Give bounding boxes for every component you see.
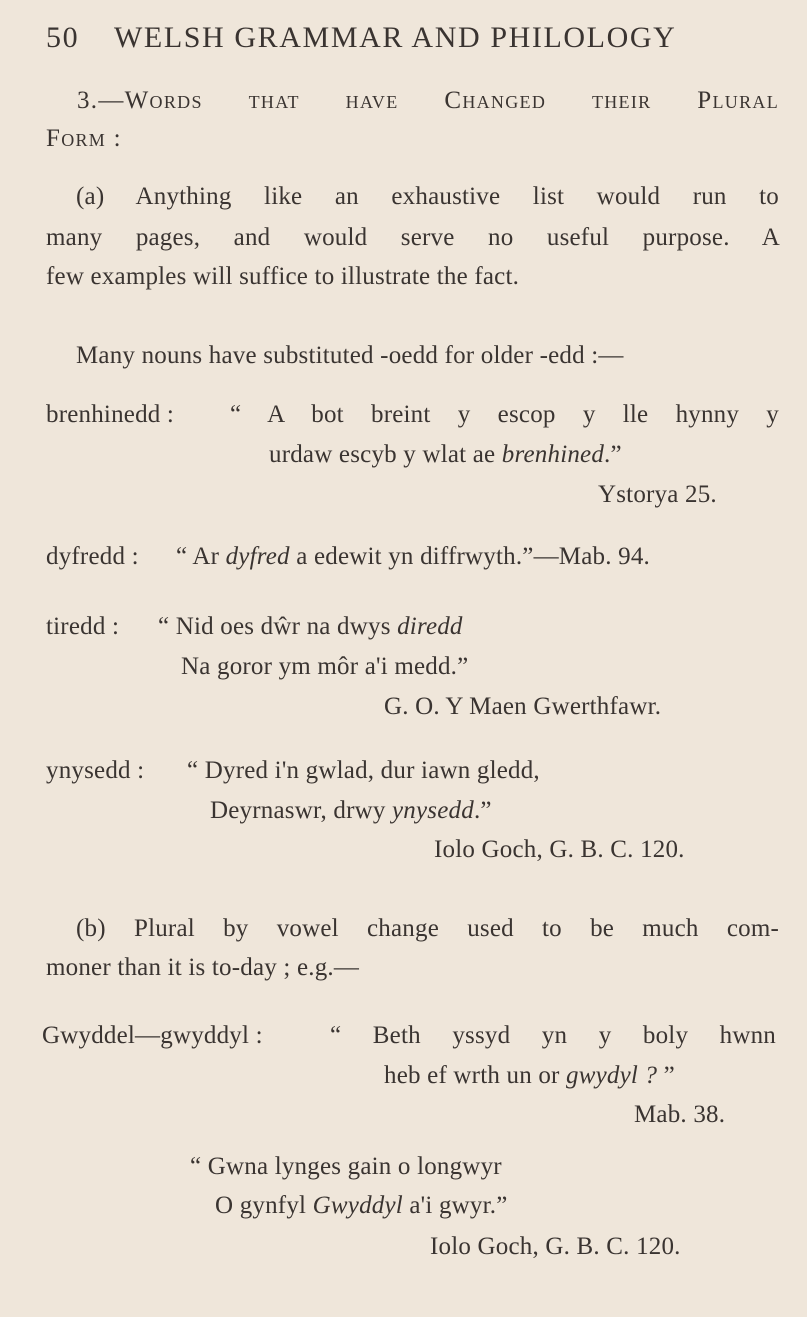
headword-tiredd: tiredd : [46, 613, 120, 640]
quote-brenhinedd-close: .” [604, 441, 622, 468]
quote-tiredd-line-2: Na goror ym môr a'i medd.” [181, 653, 469, 680]
poem-line-2-text: O gynfyl [215, 1192, 313, 1219]
para-a-label: (a) [76, 183, 105, 210]
headword-brenhinedd: brenhinedd : [46, 401, 175, 428]
quote-ynysedd-text: Deyrnaswr, drwy [210, 797, 393, 824]
para-b-line-1 [76, 914, 779, 944]
para-b-line-2: moner than it is to-day ; e.g.— [46, 954, 360, 981]
section-heading-continued: Form : [46, 125, 122, 152]
para-a-line-1 [76, 182, 779, 212]
para-a-text-1: Anything like an exhaustive list would run to [135, 183, 779, 210]
quote-brenhinedd-italic: brenhined [501, 441, 605, 468]
quote-gwyddel-italic: gwydyl ? [566, 1062, 658, 1089]
quote-dyfredd-italic: dyfred [225, 543, 290, 570]
para-b-text-1: Plural by vowel change used to be much com- [133, 915, 780, 942]
poem-line-2-italic: Gwyddyl [312, 1192, 403, 1219]
quote-ynysedd-line-2 [210, 796, 492, 826]
quote-gwyddel-text: heb ef wrth un or [384, 1062, 567, 1089]
quote-ynysedd-italic: ynysedd [392, 797, 474, 824]
para-a-line-3: few examples will suffice to illustrate the fact. [46, 263, 520, 290]
source-brenhinedd: Ystorya 25. [598, 481, 717, 508]
quote-brenhinedd-line-1: “ A bot breint y escop y lle hynny y [230, 401, 779, 428]
quote-ynysedd-line-1: “ Dyred i'n gwlad, dur iawn gledd, [187, 757, 540, 784]
quote-brenhinedd-line-2 [269, 440, 622, 470]
running-title: WELSH GRAMMAR AND PHILOLOGY [114, 21, 677, 54]
quote-gwyddel-close: ” [657, 1062, 675, 1089]
headword-dyfredd: dyfredd : [46, 543, 139, 570]
source-tiredd: G. O. Y Maen Gwerthfawr. [384, 693, 662, 720]
quote-gwyddel-line-1: “ Beth yssyd yn y boly hwnn [330, 1022, 776, 1049]
quote-dyfredd [176, 542, 650, 572]
source-poem: Iolo Goch, G. B. C. 120. [430, 1233, 681, 1260]
nouns-intro: Many nouns have substituted -oedd for older -edd :— [76, 342, 624, 369]
headword-ynysedd: ynysedd : [46, 757, 145, 784]
poem-line-2-close: a'i gwyr.” [402, 1192, 508, 1219]
poem-line-2 [215, 1191, 508, 1221]
quote-gwyddel-line-2 [384, 1061, 675, 1091]
quote-ynysedd-close: .” [473, 797, 492, 824]
quote-tiredd-text: “ Nid oes dŵr na dwys [158, 613, 398, 640]
headword-gwyddel: Gwyddel—gwyddyl : [42, 1022, 263, 1049]
poem-line-1: “ Gwna lynges gain o longwyr [190, 1153, 502, 1180]
quote-brenhinedd-text: urdaw escyb y wlat ae [269, 441, 502, 468]
quote-tiredd-line-1 [158, 612, 463, 642]
quote-dyfredd-open: “ Ar [176, 543, 226, 570]
quote-dyfredd-text: a edewit yn diffrwyth.”—Mab. 94. [289, 543, 650, 570]
source-gwyddel: Mab. 38. [634, 1101, 726, 1128]
source-ynysedd: Iolo Goch, G. B. C. 120. [434, 836, 685, 863]
para-a-line-2: many pages, and would serve no useful purpose. A [46, 224, 780, 251]
para-b-label: (b) [76, 915, 106, 942]
quote-tiredd-italic: diredd [397, 613, 463, 640]
page-number: 50 [46, 21, 80, 54]
section-heading: 3.—Words that have Changed their Plural [77, 87, 779, 114]
